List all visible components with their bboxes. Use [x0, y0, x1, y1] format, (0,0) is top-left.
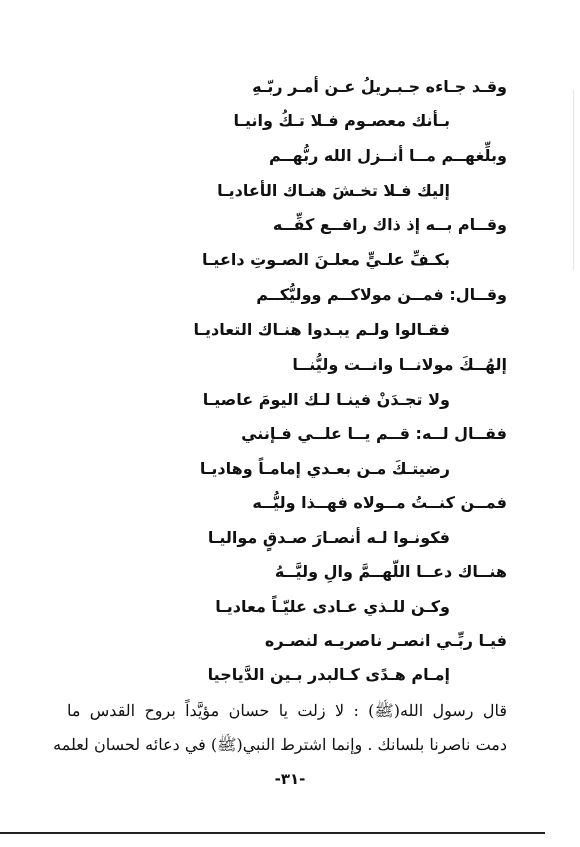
- poem-line: هنــاك دعــا اللّهــمَّ والِ وليَّــهُ: [274, 562, 507, 581]
- scan-edge-mark: [573, 90, 574, 270]
- poem-line: ولا تجـدَنْ فينـا لـك اليومَ عاصيـا: [202, 390, 450, 409]
- poem-line: وقـد جـاءه جـبـريلُ عـن أمـر ربّـهِ: [252, 77, 507, 96]
- poem-line: بـأنك معصـوم فـلا تـكُ وانيـا: [233, 111, 450, 130]
- poem-line: بكـفِّ علـيٍّ معلـنَ الصـوتِ داعيـا: [201, 250, 450, 269]
- prose-line: دمت ناصرنا بلسانك . وإنما اشترط النبي(ﷺ) في دعائه لحسان لعلمه: [53, 735, 507, 754]
- poem-line: فكونـوا لـه أنصـارَ صـدقٍ مواليـا: [207, 528, 450, 547]
- poem-line: إمـام هـدًى كـالبدر بـين الدَّياجيا: [207, 665, 450, 684]
- page-number: -٣١-: [274, 770, 306, 788]
- poem-line: إليك فـلا تخـشَ هنـاك الأعاديـا: [217, 181, 450, 200]
- poem-line: وبلِّغهــم مــا أنــزل الله ربُّهــم: [269, 146, 507, 165]
- prose-line: قال رسول الله(ﷺ) : لا زلت يا حسان مؤيَّداً بروح القدس ما: [67, 701, 507, 720]
- poem-line: فقــال لــه: قــم يــا علــي فـإنني: [241, 424, 507, 443]
- poem-line: فيـا ربِّـي انصـر ناصريـه لنصـره: [264, 631, 507, 650]
- poem-line: وكـن للـذي عـادى عليّـاً معاديـا: [215, 597, 450, 616]
- poem-line: فقـالوا ولـم يبـدوا هنـاك التعاديـا: [193, 320, 450, 339]
- poem-line: فمــن كنــتُ مــولاه فهــذا وليُّــه: [252, 493, 507, 512]
- poem-line: رضيتـكَ مـن بعـدي إمامـاً وهاديـا: [199, 459, 450, 478]
- poem-line: إلهُــكَ مولانــا وانــت وليُّنــا: [292, 355, 507, 374]
- poem-line: وقــام بــه إذ ذاك رافــع كفِّــه: [272, 215, 507, 234]
- bottom-rule: [0, 832, 545, 834]
- poem-line: وقــال: فمــن مولاكــم ووليُّكــم: [256, 285, 507, 304]
